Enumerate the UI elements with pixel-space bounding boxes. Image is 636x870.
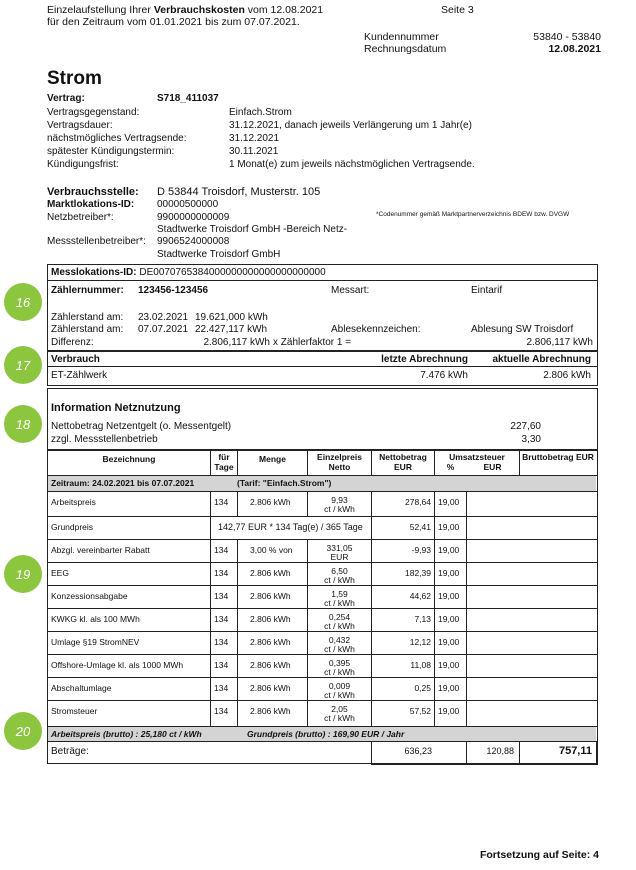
row-description: KWKG kl. als 100 MWh xyxy=(51,614,140,624)
site-label: Verbrauchsstelle: xyxy=(47,186,139,198)
marker-badge: 19 xyxy=(4,555,42,593)
row-unit-price: 9,93 xyxy=(331,495,348,505)
metering-operator-label: Messstellenbetreiber*: xyxy=(47,236,146,247)
row-unit-price: 2,05 xyxy=(331,704,348,714)
contract-label: Vertrag: xyxy=(47,93,85,104)
row-tax-percent: 19,00 xyxy=(438,683,460,693)
row-unit: ct / kWh xyxy=(324,667,355,677)
row-tax-percent: 19,00 xyxy=(438,568,460,578)
col-nettobetrag: Nettobetrag EUR xyxy=(379,452,427,472)
row-days: 134 xyxy=(214,660,229,670)
row-unit-price: 1,59 xyxy=(331,589,348,599)
row-unit: ct / kWh xyxy=(324,575,355,585)
contract-row-label: Vertragsgegenstand: xyxy=(47,107,140,118)
marker-badge: 18 xyxy=(4,405,42,443)
row-net-amount: 182,39 xyxy=(405,568,431,578)
col-menge: Menge xyxy=(259,454,286,464)
col-bezeichnung: Bezeichnung xyxy=(102,454,156,464)
row-quantity: 2.806 kWh xyxy=(250,660,291,670)
row-unit-price: 0,254 xyxy=(328,612,351,622)
row-unit: ct / kWh xyxy=(324,713,355,723)
consumption-row-label: ET-Zählwerk xyxy=(51,370,108,381)
row-net-amount: 7,13 xyxy=(414,614,431,624)
network-title: Information Netznutzung xyxy=(51,402,181,414)
totals-label: Beträge: xyxy=(51,746,89,757)
malo-value: 00000500000 xyxy=(157,199,219,210)
row-unit: ct / kWh xyxy=(324,690,355,700)
row-net-amount: 57,52 xyxy=(409,706,431,716)
meter-start-label: Zählerstand am: xyxy=(51,312,124,323)
marker-badge: 16 xyxy=(4,283,42,321)
row-days: 134 xyxy=(214,545,229,555)
row-description: Offshore-Umlage kl. als 1000 MWh xyxy=(51,660,184,670)
row-description: Arbeitspreis xyxy=(51,497,96,507)
col-umsatzsteuer: Umsatzsteuer xyxy=(449,452,505,462)
section-title: Strom xyxy=(47,68,102,89)
row-description: Stromsteuer xyxy=(51,706,98,716)
marker-badge: 17 xyxy=(4,346,42,384)
contract-row-label: Kündigungsfrist: xyxy=(47,159,119,170)
total-brutto: 757,11 xyxy=(558,745,592,757)
col-ust-eur: EUR xyxy=(483,462,502,472)
row-days: 134 xyxy=(214,497,229,507)
row-quantity: 2.806 kWh xyxy=(250,637,291,647)
row-tax-percent: 19,00 xyxy=(438,614,460,624)
col-einzelpreis: Einzelpreis Netto xyxy=(317,452,362,472)
row-description: Konzessionsabgabe xyxy=(51,591,128,601)
meter-start-date: 23.02.2021 xyxy=(138,312,189,323)
row-unit-price: 6,50 xyxy=(331,566,348,576)
row-unit: ct / kWh xyxy=(324,644,355,654)
contract-row-value: Einfach.Strom xyxy=(229,107,292,118)
malo-label: Marktlokations-ID: xyxy=(47,199,135,210)
row-unit-price: 0,009 xyxy=(328,681,351,691)
row-description: Abzgl. vereinbarter Rabatt xyxy=(51,545,150,555)
row-tax-percent: 19,00 xyxy=(438,522,460,532)
consumption-title: Verbrauch xyxy=(51,354,100,365)
row-tax-percent: 19,00 xyxy=(438,706,460,716)
contract-row-value: 1 Monat(e) zum jeweils nächstmöglichen Vertragsende. xyxy=(229,159,475,170)
invoice-date-label: Rechnungsdatum xyxy=(364,43,447,55)
difference-result: 2.806,117 kWh xyxy=(526,337,593,348)
statement-period: für den Zeitraum vom 01.01.2021 bis zum 07.07.2021. xyxy=(47,16,300,28)
row-base-price-formula: 142,77 EUR * 134 Tag(e) / 365 Tage xyxy=(218,522,363,532)
meter-end-label: Zählerstand am: xyxy=(51,324,124,335)
meter-factor: x Zählerfaktor 1 = xyxy=(273,337,352,348)
row-tax-percent: 19,00 xyxy=(438,591,460,601)
reading-type-label: Ablesekennzeichen: xyxy=(331,324,421,335)
page-number: Seite 3 xyxy=(441,4,474,16)
row-unit: ct / kWh xyxy=(324,621,355,631)
contract-row-value: 30.11.2021 xyxy=(229,146,279,157)
customer-number-label: Kundennummer xyxy=(364,31,439,43)
network-row-value: 227,60 xyxy=(510,421,541,432)
col-bruttobetrag: Bruttobetrag EUR xyxy=(522,452,594,462)
consumption-row-current: 2.806 kWh xyxy=(543,370,591,381)
row-net-amount: 278,64 xyxy=(405,497,431,507)
contract-row-label: nächstmögliches Vertragsende: xyxy=(47,133,187,144)
row-net-amount: 44,62 xyxy=(409,591,431,601)
messart-label: Messart: xyxy=(331,285,370,296)
row-description: Grundpreis xyxy=(51,522,94,532)
network-row-label: Nettobetrag Netzentgelt (o. Messentgelt) xyxy=(51,421,232,432)
row-quantity: 2.806 kWh xyxy=(250,614,291,624)
site-address: D 53844 Troisdorf, Musterstr. 105 xyxy=(157,186,321,198)
consumption-col-last: letzte Abrechnung xyxy=(381,354,468,365)
customer-number-value: 53840 - 53840 xyxy=(533,31,601,43)
row-quantity: 3,00 % von xyxy=(250,545,293,555)
contract-number: S718_411037 xyxy=(157,93,219,104)
marker-badge: 20 xyxy=(4,712,42,750)
col-tage: für Tage xyxy=(214,452,234,472)
row-unit-price: 0,432 xyxy=(328,635,351,645)
divider xyxy=(47,280,597,281)
consumption-row-last: 7.476 kWh xyxy=(420,370,468,381)
row-days: 134 xyxy=(214,614,229,624)
grid-operator-code: 9900000000009 xyxy=(157,212,230,223)
meter-number-label: Zählernummer: xyxy=(51,285,124,296)
row-quantity: 2.806 kWh xyxy=(250,706,291,716)
meter-end-date: 07.07.2021 xyxy=(138,324,189,335)
row-description: EEG xyxy=(51,568,69,578)
meter-number-value: 123456-123456 xyxy=(138,285,209,296)
row-net-amount: 0,25 xyxy=(414,683,431,693)
summary-base-price: Grundpreis (brutto) : 169,90 EUR / Jahr xyxy=(247,729,405,739)
row-unit: ct / kWh xyxy=(324,504,355,514)
meter-start-value: 19.621,000 kWh xyxy=(195,312,268,323)
row-days: 134 xyxy=(214,637,229,647)
row-days: 134 xyxy=(214,591,229,601)
row-unit-price: 331,05 xyxy=(326,543,353,553)
row-days: 134 xyxy=(214,568,229,578)
meter-end-value: 22.427,117 kWh xyxy=(195,324,268,335)
statement-title: Einzelaufstellung Ihrer Verbrauchskosten vom 12.08.2021 xyxy=(47,4,324,16)
grid-operator-label: Netzbetreiber*: xyxy=(47,212,114,223)
contract-row-value: 31.12.2021 xyxy=(229,133,280,144)
messart-value: Eintarif xyxy=(471,285,503,296)
row-tax-percent: 19,00 xyxy=(438,637,460,647)
row-net-amount: 12,12 xyxy=(409,637,431,647)
reading-type-value: Ablesung SW Troisdorf xyxy=(471,324,574,335)
row-unit-price: 0,395 xyxy=(328,658,351,668)
tariff-label: (Tarif: "Einfach.Strom") xyxy=(237,478,332,488)
divider xyxy=(47,366,597,367)
summary-work-price: Arbeitspreis (brutto) : 25,180 ct / kWh xyxy=(51,729,202,739)
row-unit: ct / kWh xyxy=(324,598,355,608)
row-net-amount: -9,93 xyxy=(411,545,431,555)
total-ust: 120,88 xyxy=(486,746,514,756)
metering-operator-code: 9906524000008 xyxy=(157,236,230,247)
contract-row-label: spätester Kündigungstermin: xyxy=(47,146,175,157)
total-netto: 636,23 xyxy=(404,746,432,756)
row-quantity: 2.806 kWh xyxy=(250,591,291,601)
contract-row-label: Vertragsdauer: xyxy=(47,120,113,131)
code-footnote: *Codenummer gemäß Marktpartnerverzeichnis BDEW bzw. DVGW xyxy=(376,211,570,218)
row-unit: EUR xyxy=(330,552,349,562)
row-days: 134 xyxy=(214,683,229,693)
row-quantity: 2.806 kWh xyxy=(250,568,291,578)
row-tax-percent: 19,00 xyxy=(438,660,460,670)
row-net-amount: 52,41 xyxy=(409,522,431,532)
row-quantity: 2.806 kWh xyxy=(250,683,291,693)
invoice-date-value: 12.08.2021 xyxy=(548,43,601,55)
consumption-col-current: aktuelle Abrechnung xyxy=(492,354,591,365)
grid-operator-name: Stadtwerke Troisdorf GmbH -Bereich Netz- xyxy=(157,224,348,235)
network-row-label: zzgl. Messstellenbetrieb xyxy=(51,434,158,445)
network-row-value: 3,30 xyxy=(521,434,541,445)
row-quantity: 2.806 kWh xyxy=(250,497,291,507)
difference-label: Differenz: xyxy=(51,337,94,348)
row-description: Abschaltumlage xyxy=(51,683,112,693)
row-description: Umlage §19 StromNEV xyxy=(51,637,140,647)
melo-line: Messlokations-ID: DE0070765384000000000000000000000 xyxy=(51,267,326,278)
metering-operator-name: Stadtwerke Troisdorf GmbH xyxy=(157,249,281,260)
row-tax-percent: 19,00 xyxy=(438,497,460,507)
difference-value: 2.806,117 kWh xyxy=(203,337,270,348)
row-days: 134 xyxy=(214,706,229,716)
col-ust-percent: % xyxy=(446,462,455,472)
continuation-note: Fortsetzung auf Seite: 4 xyxy=(479,849,599,861)
contract-row-value: 31.12.2021, danach jeweils Verlängerung um 1 Jahr(e) xyxy=(229,120,472,131)
row-tax-percent: 19,00 xyxy=(438,545,460,555)
row-net-amount: 11,08 xyxy=(410,660,431,670)
period-label: Zeitraum: 24.02.2021 bis 07.07.2021 xyxy=(51,478,195,488)
